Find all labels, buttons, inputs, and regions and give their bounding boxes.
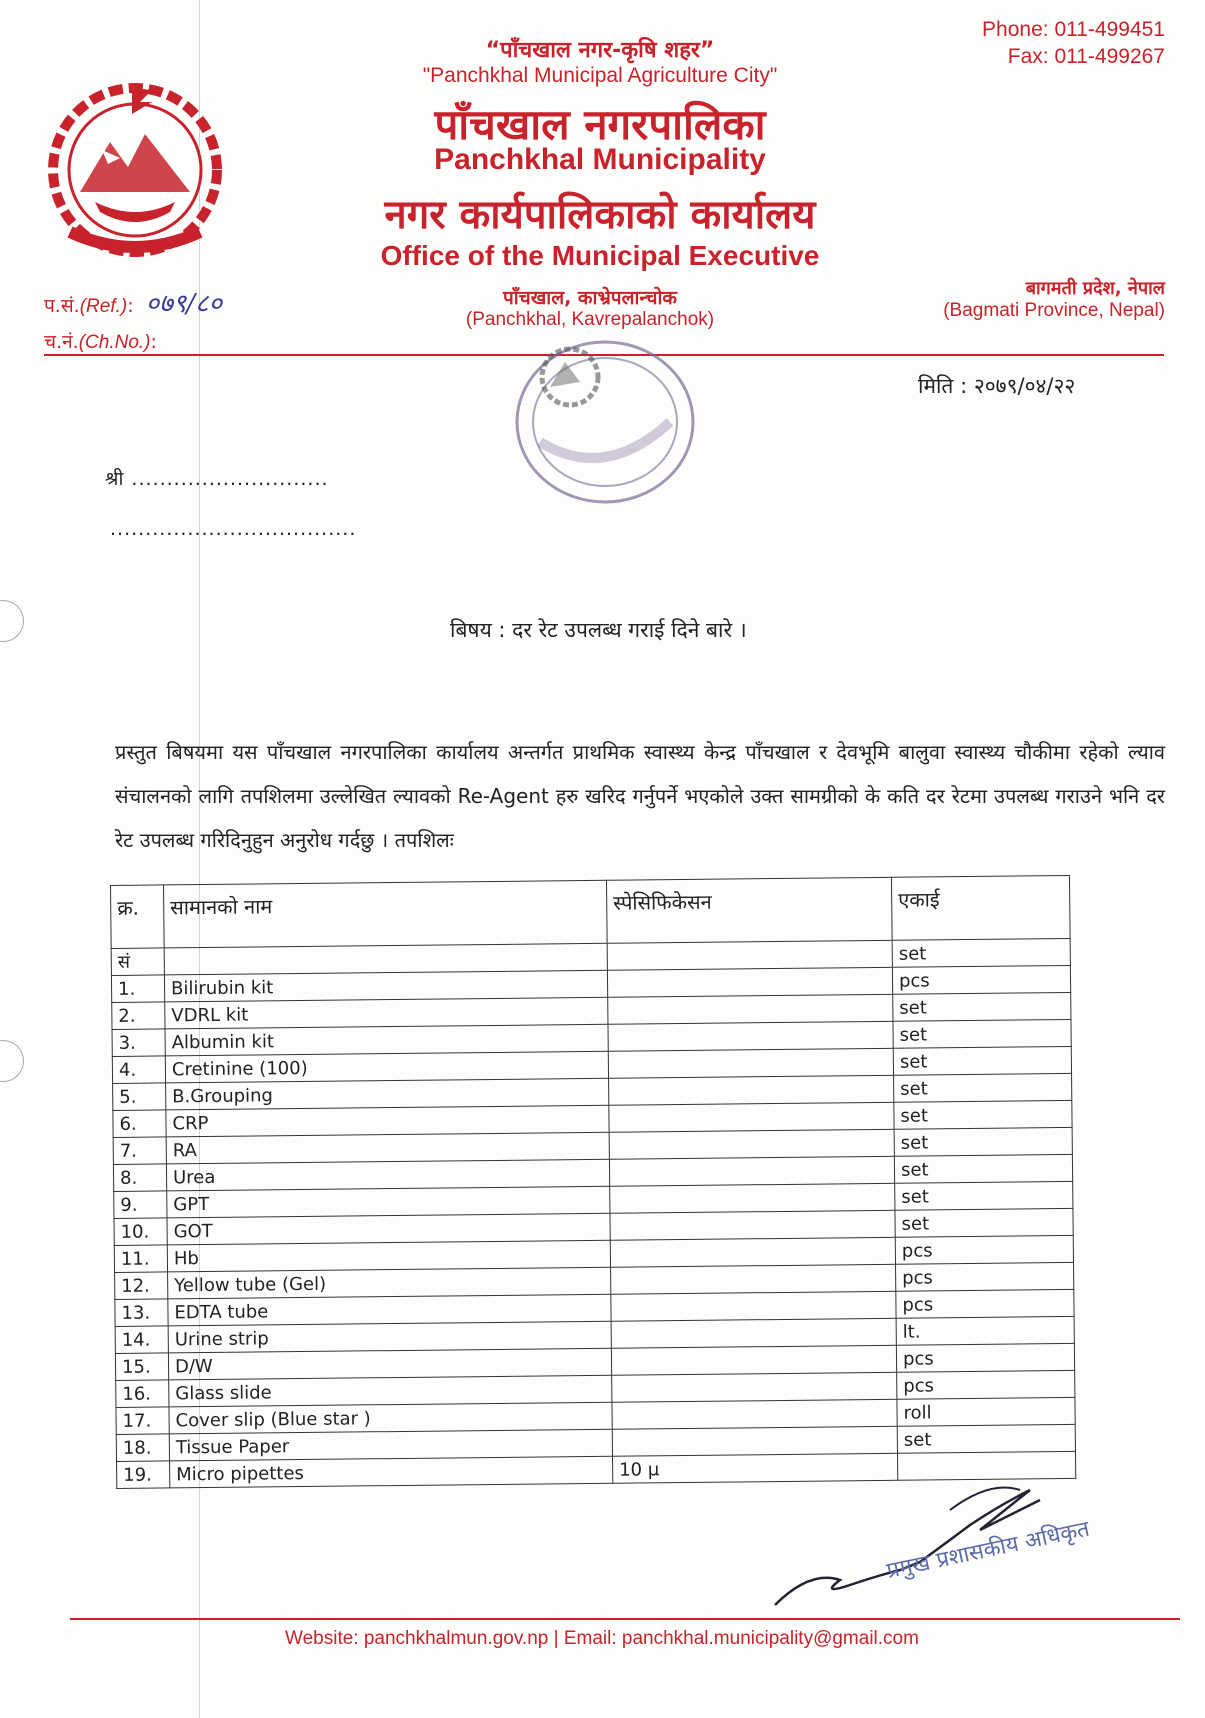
table-cell-name: Albumin kit xyxy=(165,1024,608,1056)
table-cell-spec xyxy=(611,1318,896,1348)
municipality-name-english: Panchkhal Municipality xyxy=(434,143,766,176)
table-cell-no: 2. xyxy=(112,1002,165,1030)
column-header-unit: एकाई xyxy=(891,875,1070,940)
table-cell-spec xyxy=(612,1399,897,1429)
table-cell-unit: set xyxy=(895,1208,1073,1237)
column-header-no-sub: सं xyxy=(111,948,164,976)
table-cell xyxy=(607,940,892,970)
table-cell-name: Micro pipettes xyxy=(170,1456,613,1488)
column-header-no: क्र. xyxy=(111,885,165,949)
table-cell-name: Yellow tube (Gel) xyxy=(168,1267,611,1299)
items-table-body xyxy=(111,965,1075,1488)
table-cell-unit: roll xyxy=(897,1397,1075,1426)
table-cell-name: Bilirubin kit xyxy=(164,970,607,1002)
table-cell-name: Glass slide xyxy=(169,1375,612,1407)
table-cell-no: 1. xyxy=(111,975,164,1003)
table-cell-spec xyxy=(612,1372,897,1402)
addressee-line-2: ................................... xyxy=(110,518,357,540)
table-cell-no: 7. xyxy=(113,1137,166,1165)
table-cell-unit: lt. xyxy=(896,1316,1074,1345)
province-english: (Bagmati Province, Nepal) xyxy=(943,300,1165,321)
province-nepali: बागमती प्रदेश, नेपाल xyxy=(1025,278,1165,299)
column-header-spec: स्पेसिफिकेसन xyxy=(606,877,892,943)
reference-number: प.सं.(Ref.): ०७९/८० xyxy=(44,289,223,319)
table-cell-spec xyxy=(609,1102,894,1132)
letter-date: मिति : २०७९/०४/२२ xyxy=(918,374,1076,398)
table-cell-unit: set xyxy=(894,1100,1072,1129)
table-cell-unit: pcs xyxy=(892,965,1070,994)
table-cell-name: D/W xyxy=(168,1348,611,1380)
table-cell-no: 13. xyxy=(115,1299,168,1327)
table-cell-spec xyxy=(608,1048,893,1078)
table-cell-name: CRP xyxy=(166,1105,609,1137)
table-cell-unit: set xyxy=(897,1424,1075,1453)
table-cell-no: 15. xyxy=(115,1353,168,1381)
table-cell-name: Tissue Paper xyxy=(169,1429,612,1461)
table-cell-name: Hb xyxy=(167,1240,610,1272)
table-cell-no: 14. xyxy=(115,1326,168,1354)
address-english: (Panchkhal, Kavrepalanchok) xyxy=(465,309,715,330)
table-cell-spec xyxy=(607,967,892,997)
ref-label-nepali: प.सं. xyxy=(44,295,80,317)
table-cell-name: Urea xyxy=(166,1159,609,1191)
table-cell-no: 6. xyxy=(113,1110,166,1138)
footer-contact: Website: panchkhalmun.gov.np | Email: panchkhal.municipality@gmail.com xyxy=(285,1628,919,1649)
table-cell-no: 8. xyxy=(113,1164,166,1192)
column-header-name: सामानको नाम xyxy=(164,880,608,948)
table-cell-unit: pcs xyxy=(897,1370,1075,1399)
table-cell-unit: set xyxy=(893,1046,1071,1075)
addressee-line-1: श्री ............................ xyxy=(105,468,329,490)
ch-label-nepali: च.नं. xyxy=(44,331,79,353)
table-cell-no: 3. xyxy=(112,1029,165,1057)
table-cell-no: 11. xyxy=(114,1245,167,1273)
table-cell-unit: pcs xyxy=(896,1343,1074,1372)
nepal-emblem-icon xyxy=(40,72,230,262)
table-cell-no: 18. xyxy=(116,1434,169,1462)
table-cell-spec xyxy=(611,1345,896,1375)
ref-label-english: (Ref.) xyxy=(79,296,128,317)
punch-hole xyxy=(0,600,24,642)
table-cell-unit: set xyxy=(894,1127,1072,1156)
table-cell-name: RA xyxy=(166,1132,609,1164)
first-unit-cell: set xyxy=(892,938,1070,967)
table-cell-name: Cover slip (Blue star ) xyxy=(169,1402,612,1434)
letter-subject: बिषय : दर रेट उपलब्ध गराई दिने बारे । xyxy=(450,618,747,642)
letter-body: प्रस्तुत बिषयमा यस पाँचखाल नगरपालिका कार्यालय अन्तर्गत प्राथमिक स्वास्थ्य केन्द्र पाँचखाल र देवभूमि बालुवा स्वास्थ्य चौकीमा रहेको ल्याव संचालनको लागि तपशिलमा उल्लेखित ल्यावको Re-Agent हरु खरिद गर्नुपर्ने भएकोले उक्त सामग्रीको के कति दर रेटमा उपलब्ध गराउने भनि दर रेट उपलब्ध गरिदिनुहुन अनुरोध गर्दछु । तपशिलः xyxy=(115,740,1165,852)
table-cell-name: EDTA tube xyxy=(168,1294,611,1326)
table-cell-name: Urine strip xyxy=(168,1321,611,1353)
table-cell-spec xyxy=(612,1426,897,1456)
table-cell-no: 12. xyxy=(115,1272,168,1300)
table-cell-spec xyxy=(608,994,893,1024)
table-cell-unit: pcs xyxy=(896,1262,1074,1291)
office-stamp-icon xyxy=(510,332,700,507)
table-cell-no: 5. xyxy=(113,1083,166,1111)
table-cell-unit: set xyxy=(895,1181,1073,1210)
ch-label-english: (Ch.No.) xyxy=(78,332,151,353)
table-cell-unit: pcs xyxy=(896,1289,1074,1318)
table-cell-spec xyxy=(609,1156,894,1186)
table-cell-name: B.Grouping xyxy=(166,1078,609,1110)
footer-divider xyxy=(70,1618,1180,1620)
table-cell-spec xyxy=(610,1210,895,1240)
table-cell-spec xyxy=(609,1075,894,1105)
table-cell-unit: set xyxy=(893,992,1071,1021)
office-name-english: Office of the Municipal Executive xyxy=(380,240,820,271)
table-cell-unit: set xyxy=(894,1073,1072,1102)
table-cell-no: 16. xyxy=(116,1380,169,1408)
ref-value: ०७९/८० xyxy=(145,289,223,319)
table-cell-name: GPT xyxy=(167,1186,610,1218)
table-cell-spec xyxy=(611,1291,896,1321)
motto-english: "Panchkhal Municipal Agriculture City" xyxy=(422,64,778,87)
table-cell-unit: set xyxy=(894,1154,1072,1183)
table-cell-name: GOT xyxy=(167,1213,610,1245)
address-nepali: पाँचखाल, काभ्रेपलान्चोक xyxy=(502,287,678,309)
table-cell-no: 19. xyxy=(117,1461,170,1489)
table-cell-spec xyxy=(610,1183,895,1213)
items-table xyxy=(110,875,1076,1489)
table-cell-name: VDRL kit xyxy=(165,997,608,1029)
table-cell-unit: pcs xyxy=(895,1235,1073,1264)
fax-number: Fax: 011-499267 xyxy=(1007,45,1165,68)
table-cell-no: 10. xyxy=(114,1218,167,1246)
office-name-nepali: नगर कार्यपालिकाको कार्यालय xyxy=(384,192,816,238)
table-cell-spec xyxy=(609,1129,894,1159)
punch-hole xyxy=(0,1040,24,1082)
table-cell-spec xyxy=(610,1237,895,1267)
phone-number: Phone: 011-499451 xyxy=(982,18,1165,41)
table-cell-no: 4. xyxy=(112,1056,165,1084)
motto-nepali: “पाँचखाल नगर-कृषि शहर” xyxy=(485,38,715,63)
table-cell-no: 9. xyxy=(114,1191,167,1219)
municipality-name-nepali: पाँचखाल नगरपालिका xyxy=(434,100,766,149)
table-cell-spec xyxy=(608,1021,893,1051)
chalani-number: च.नं.(Ch.No.): xyxy=(44,331,157,353)
table-cell-spec xyxy=(611,1264,896,1294)
table-cell-name: Cretinine (100) xyxy=(165,1051,608,1083)
table-cell-unit: set xyxy=(893,1019,1071,1048)
table-cell-no: 17. xyxy=(116,1407,169,1435)
signatory-title: प्रमुख प्रशासकीय अधिकृत xyxy=(884,1516,1092,1585)
table-cell-spec: 10 µ xyxy=(613,1453,898,1483)
